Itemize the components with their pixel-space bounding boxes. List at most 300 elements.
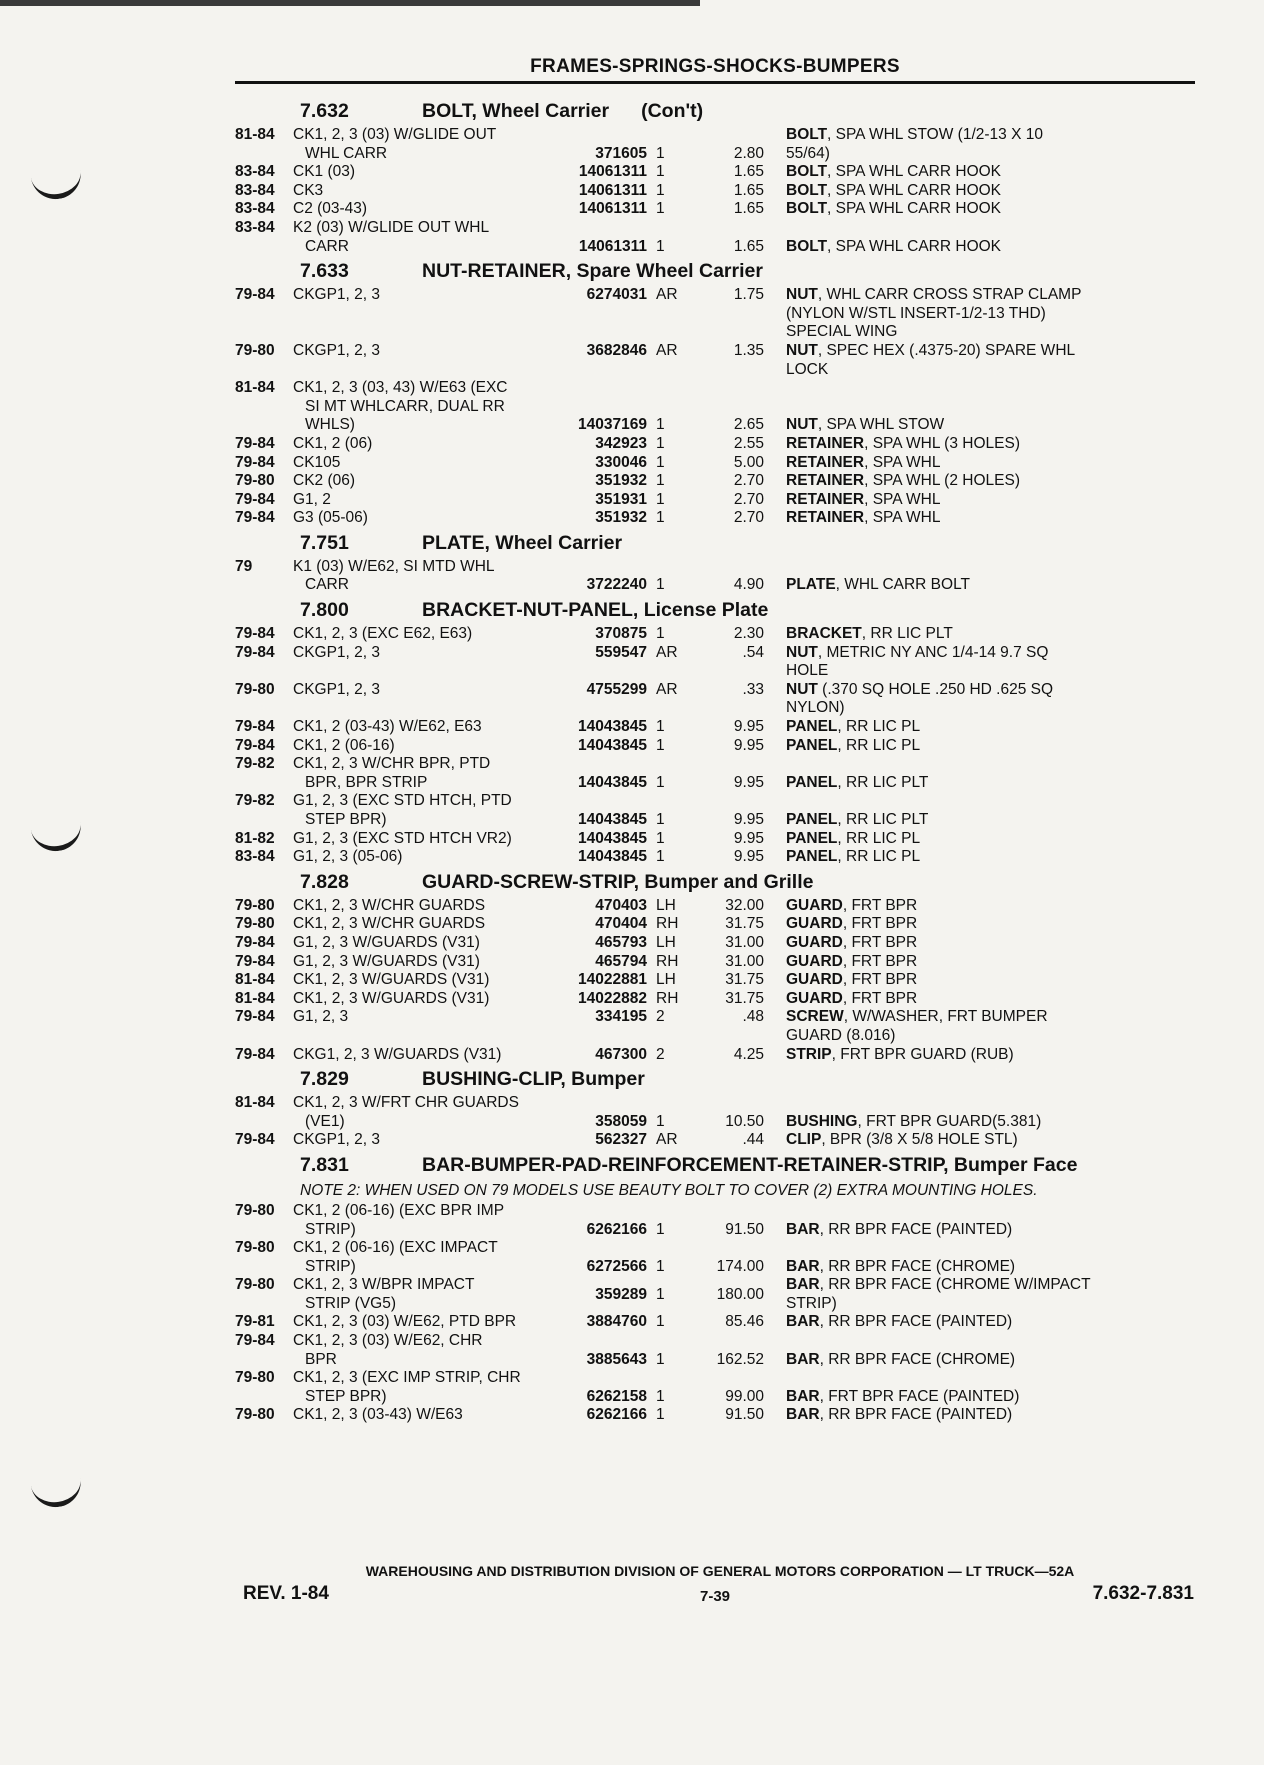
description-line <box>786 1388 1185 1407</box>
application-line: CK2 (06) <box>293 472 356 490</box>
description-line: STRIP) <box>786 1294 837 1312</box>
description-keyword: BAR <box>786 1313 820 1331</box>
part-number: 3884760 <box>586 1313 647 1331</box>
quantity: LH <box>656 971 676 989</box>
model-years: 81-84 <box>235 971 275 989</box>
section-title: BOLT, Wheel Carrier (Con't) <box>422 100 704 122</box>
description-line <box>786 848 1185 867</box>
description-line <box>786 971 1185 990</box>
section-title: PLATE, Wheel Carrier <box>422 531 623 554</box>
application <box>293 718 555 737</box>
price: 2.70 <box>733 490 764 508</box>
description-line <box>786 1258 1185 1277</box>
parts-listing <box>235 96 1195 1425</box>
model-years: 79-84 <box>235 1008 275 1026</box>
part-description <box>764 182 1195 201</box>
part-description <box>764 644 1195 681</box>
quantity: 1 <box>656 736 665 754</box>
quantity: 1 <box>656 472 665 490</box>
application-line: G1, 2, 3 (EXC STD HTCH, PTD <box>293 792 512 810</box>
description-keyword: GUARD <box>786 896 843 914</box>
application <box>293 1332 555 1369</box>
part-description <box>764 126 1195 163</box>
description-line: 55/64) <box>786 144 830 162</box>
part-description <box>764 238 1195 257</box>
section-title: BRACKET-NUT-PANEL, License Plate <box>422 599 769 622</box>
application-line: CK1, 2, 3 W/GUARDS (V31) <box>293 989 490 1007</box>
description-rest: , RR LIC PL <box>837 736 921 754</box>
part-number: 3682846 <box>586 341 647 359</box>
part-number: 559547 <box>595 643 647 661</box>
description-line <box>786 126 1185 145</box>
application-line: STEP BPR) <box>305 811 387 828</box>
part-row <box>235 558 1195 595</box>
part-row <box>235 971 1195 990</box>
part-number: 342923 <box>595 434 647 452</box>
price: 91.50 <box>725 1220 764 1238</box>
description-rest: , FRT BPR <box>842 896 918 914</box>
model-years: 79-84 <box>235 736 275 754</box>
model-years: 79-84 <box>235 1332 275 1350</box>
revision-label: REV. 1-84 <box>243 1583 329 1604</box>
description-line <box>786 491 1185 510</box>
part-number: 14043845 <box>578 829 647 847</box>
description-keyword: PANEL <box>786 811 838 828</box>
quantity: 1 <box>656 773 665 791</box>
application <box>293 200 555 219</box>
description-keyword: BRACKET <box>786 625 862 643</box>
price: 180.00 <box>716 1285 764 1303</box>
description-line <box>786 286 1185 305</box>
part-row <box>235 379 1195 435</box>
description-keyword: PANEL <box>786 773 838 791</box>
part-number: 371605 <box>595 144 647 162</box>
model-years: 81-84 <box>235 379 275 397</box>
description-rest: , RR LIC PLT <box>837 811 929 828</box>
description-rest: , SPA WHL <box>864 453 941 471</box>
quantity: AR <box>656 286 678 304</box>
part-number: 6274031 <box>586 286 647 304</box>
application <box>293 953 555 972</box>
quantity: 2 <box>656 1008 665 1026</box>
description-line <box>786 1351 1185 1370</box>
part-description <box>764 737 1195 756</box>
part-number: 6262166 <box>586 1220 647 1238</box>
quantity: 1 <box>656 509 665 527</box>
description-rest: , RR BPR FACE (CHROME) <box>819 1257 1016 1275</box>
part-row <box>235 219 1195 256</box>
part-row <box>235 491 1195 510</box>
application-line: CARR <box>305 237 349 255</box>
application-line: CK1, 2 (06-16) <box>293 736 395 754</box>
part-description <box>764 1131 1195 1150</box>
quantity: 1 <box>656 829 665 847</box>
part-number: 14037169 <box>578 416 647 434</box>
description-line <box>786 1008 1185 1027</box>
part-description <box>764 1351 1195 1370</box>
quantity: 1 <box>656 416 665 434</box>
description-line <box>786 1221 1185 1240</box>
part-row <box>235 286 1195 342</box>
part-number: 4755299 <box>586 680 647 698</box>
description-line <box>786 934 1185 953</box>
description-rest: , SPA WHL CARR HOOK <box>827 200 1002 218</box>
part-row <box>235 454 1195 473</box>
part-number: 14061311 <box>578 237 647 255</box>
application <box>293 1239 555 1276</box>
description-keyword: RETAINER <box>786 509 865 527</box>
application <box>293 915 555 934</box>
application-line: K1 (03) W/E62, SI MTD WHL <box>293 557 495 575</box>
application <box>293 126 555 163</box>
model-years: 79-84 <box>235 453 275 471</box>
part-row <box>235 182 1195 201</box>
quantity: RH <box>656 989 679 1007</box>
application <box>293 897 555 916</box>
price: 2.55 <box>733 434 764 452</box>
model-years: 79-80 <box>235 1369 275 1387</box>
price: .54 <box>742 643 764 661</box>
part-description <box>764 200 1195 219</box>
description-rest: , RR LIC PLT <box>837 773 929 791</box>
description-keyword: BAR <box>786 1406 820 1424</box>
model-years: 83-84 <box>235 200 275 218</box>
application-line: CK1, 2, 3 (03-43) W/E63 <box>293 1406 463 1424</box>
model-years: 79-84 <box>235 718 275 736</box>
description-line: GUARD (8.016) <box>786 1026 896 1044</box>
part-description <box>764 811 1195 830</box>
application <box>293 1131 555 1150</box>
application <box>293 182 555 201</box>
application <box>293 454 555 473</box>
description-keyword: BOLT <box>786 126 828 143</box>
quantity: RH <box>656 915 679 933</box>
part-row <box>235 897 1195 916</box>
description-line <box>786 990 1185 1009</box>
description-line <box>786 830 1185 849</box>
quantity: 1 <box>656 1406 665 1424</box>
price: 5.00 <box>733 453 764 471</box>
quantity: 1 <box>656 718 665 736</box>
part-number: 351932 <box>595 472 647 490</box>
part-number: 14043845 <box>578 811 647 828</box>
application-line: CK1, 2, 3 W/CHR BPR, PTD <box>293 755 491 773</box>
part-row <box>235 644 1195 681</box>
description-keyword: NUT <box>786 286 818 304</box>
price: 162.52 <box>716 1350 764 1368</box>
part-row <box>235 953 1195 972</box>
scan-edge <box>0 0 700 6</box>
model-years: 79-84 <box>235 1131 275 1149</box>
section-number: 7.632 <box>300 100 349 122</box>
part-description <box>764 163 1195 182</box>
section-number: 7.831 <box>300 1153 349 1176</box>
part-row <box>235 472 1195 491</box>
part-row <box>235 1276 1195 1313</box>
description-keyword: NUT <box>786 643 818 661</box>
model-years: 79-80 <box>235 896 275 914</box>
description-rest: , FRT BPR <box>842 933 918 951</box>
description-keyword: GUARD <box>786 933 843 951</box>
application <box>293 755 555 792</box>
application-line: BPR, BPR STRIP <box>305 773 428 791</box>
application-line: STRIP (VG5) <box>305 1294 397 1312</box>
description-keyword: BAR <box>786 1220 820 1238</box>
application <box>293 1046 555 1065</box>
part-number: 562327 <box>595 1131 647 1149</box>
description-rest: , FRT BPR GUARD (RUB) <box>831 1045 1014 1063</box>
part-row <box>235 718 1195 737</box>
description-rest: , WHL CARR BOLT <box>835 576 971 594</box>
price: 31.75 <box>725 915 764 933</box>
description-rest: , METRIC NY ANC 1/4-14 9.7 SQ <box>817 643 1049 661</box>
application <box>293 1406 555 1425</box>
price: 9.95 <box>733 811 764 828</box>
part-number: 6262166 <box>586 1406 647 1424</box>
part-number: 470404 <box>595 915 647 933</box>
part-number: 358059 <box>595 1112 647 1130</box>
part-description <box>764 286 1195 342</box>
application-line: SI MT WHLCARR, DUAL RR <box>305 397 505 415</box>
part-number: 3722240 <box>586 576 647 594</box>
description-keyword: RETAINER <box>786 434 865 452</box>
description-line <box>786 454 1185 473</box>
description-line <box>786 472 1185 491</box>
quantity: 2 <box>656 1045 665 1063</box>
model-years: 79-84 <box>235 490 275 508</box>
application <box>293 934 555 953</box>
description-rest: , RR BPR FACE (CHROME W/IMPACT <box>819 1276 1091 1294</box>
price: 2.65 <box>733 416 764 434</box>
part-description <box>764 934 1195 953</box>
model-years: 79-80 <box>235 472 275 490</box>
description-line <box>786 163 1185 182</box>
price: 1.35 <box>733 341 764 359</box>
application-line: CK1, 2, 3 (03) W/GLIDE OUT <box>293 126 497 143</box>
description-keyword: BOLT <box>786 163 828 181</box>
part-description <box>764 625 1195 644</box>
application-line: G3 (05-06) <box>293 509 368 527</box>
quantity: LH <box>656 896 676 914</box>
description-line <box>786 1313 1185 1332</box>
section-note: NOTE 2: WHEN USED ON 79 MODELS USE BEAUTY BOLT TO COVER (2) EXTRA MOUNTING HOLES. <box>300 1181 1038 1199</box>
description-line <box>786 435 1185 454</box>
quantity: 1 <box>656 848 665 866</box>
description-keyword: NUT <box>786 341 818 359</box>
part-number: 465794 <box>595 952 647 970</box>
part-description <box>764 576 1195 595</box>
section-heading <box>235 532 1195 555</box>
model-years: 83-84 <box>235 181 275 199</box>
quantity: 1 <box>656 453 665 471</box>
part-description <box>764 1406 1195 1425</box>
application-line: CK1, 2 (03-43) W/E62, E63 <box>293 718 482 736</box>
description-line <box>786 416 1185 435</box>
price: .33 <box>742 680 764 698</box>
part-description <box>764 774 1195 793</box>
model-years: 79-80 <box>235 1201 275 1219</box>
description-rest: , RR LIC PLT <box>861 625 953 643</box>
description-line <box>786 1046 1185 1065</box>
model-years: 83-84 <box>235 848 275 866</box>
part-description <box>764 509 1195 528</box>
part-number: 3885643 <box>586 1350 647 1368</box>
description-rest: , WHL CARR CROSS STRAP CLAMP <box>817 286 1082 304</box>
application <box>293 1094 555 1131</box>
quantity: 1 <box>656 1257 665 1275</box>
price: 9.95 <box>733 848 764 866</box>
application <box>293 1276 555 1313</box>
description-rest: , FRT BPR <box>842 971 918 989</box>
part-number: 14022882 <box>578 989 647 1007</box>
description-keyword: BAR <box>786 1387 820 1405</box>
part-row <box>235 848 1195 867</box>
description-keyword: SCREW <box>786 1008 844 1026</box>
application-line: CK1, 2, 3 W/FRT CHR GUARDS <box>293 1094 519 1112</box>
part-row <box>235 1131 1195 1150</box>
part-row <box>235 755 1195 792</box>
application-line: (VE1) <box>305 1112 345 1130</box>
description-keyword: PANEL <box>786 829 838 847</box>
part-number: 6272566 <box>586 1257 647 1275</box>
part-description <box>764 718 1195 737</box>
quantity: 1 <box>656 811 665 828</box>
quantity: 1 <box>656 163 665 181</box>
description-line <box>786 200 1185 219</box>
quantity: AR <box>656 643 678 661</box>
application <box>293 342 555 361</box>
part-number: 14022881 <box>578 971 647 989</box>
description-line <box>786 625 1185 644</box>
part-description <box>764 416 1195 435</box>
application-line: CK1, 2, 3 W/CHR GUARDS <box>293 896 486 914</box>
part-description <box>764 830 1195 849</box>
part-row <box>235 934 1195 953</box>
description-line <box>786 342 1185 361</box>
part-row <box>235 1369 1195 1406</box>
application <box>293 472 555 491</box>
description-keyword: RETAINER <box>786 453 865 471</box>
quantity: 1 <box>656 181 665 199</box>
application-line: CK1, 2, 3 W/CHR GUARDS <box>293 915 486 933</box>
application <box>293 379 555 435</box>
quantity: 1 <box>656 576 665 594</box>
application-line: STRIP) <box>305 1220 356 1238</box>
description-line <box>786 576 1185 595</box>
section-title: BAR-BUMPER-PAD-REINFORCEMENT-RETAINER-STRIP, Bumper Face <box>422 1153 1078 1176</box>
application-line: G1, 2, 3 (EXC STD HTCH VR2) <box>293 829 512 847</box>
header-rule <box>235 81 1195 84</box>
description-keyword: PANEL <box>786 718 838 736</box>
description-rest: , BPR (3/8 X 5/8 HOLE STL) <box>821 1131 1018 1149</box>
page-header-title: FRAMES-SPRINGS-SHOCKS-BUMPERS <box>530 56 900 77</box>
description-rest: , SPA WHL (3 HOLES) <box>864 434 1020 452</box>
model-years: 79-82 <box>235 755 275 773</box>
application <box>293 1008 555 1027</box>
part-row <box>235 1202 1195 1239</box>
part-row <box>235 435 1195 454</box>
section-continued-label: (Con't) <box>641 100 704 122</box>
description-keyword: BOLT <box>786 181 828 199</box>
part-description <box>764 971 1195 990</box>
application-line: CK1, 2 (06) <box>293 434 373 452</box>
application-line: CK1, 2, 3 W/BPR IMPACT <box>293 1276 475 1294</box>
part-description <box>764 1221 1195 1240</box>
application-line: CK1, 2, 3 (EXC E62, E63) <box>293 625 473 643</box>
description-line <box>786 718 1185 737</box>
description-keyword: BAR <box>786 1257 820 1275</box>
section-number: 7.800 <box>300 599 349 622</box>
price: 4.90 <box>733 576 764 594</box>
model-years: 79-84 <box>235 434 275 452</box>
model-years: 81-84 <box>235 989 275 1007</box>
description-keyword: GUARD <box>786 952 843 970</box>
price: 1.65 <box>733 163 764 181</box>
description-rest: , FRT BPR <box>842 989 918 1007</box>
part-description <box>764 491 1195 510</box>
binder-hole-mark <box>30 1473 84 1511</box>
part-description <box>764 1276 1195 1313</box>
application-line: CK105 <box>293 453 341 471</box>
price: 1.75 <box>733 286 764 304</box>
application <box>293 435 555 454</box>
part-number: 14043845 <box>578 848 647 866</box>
description-line <box>786 737 1185 756</box>
description-rest: , SPA WHL STOW (1/2-13 X 10 <box>827 126 1043 143</box>
model-years: 83-84 <box>235 218 275 236</box>
part-description <box>764 1388 1195 1407</box>
section-heading <box>235 871 1195 894</box>
application <box>293 990 555 1009</box>
part-row <box>235 830 1195 849</box>
model-years: 79-80 <box>235 680 275 698</box>
application-line: CKGP1, 2, 3 <box>293 1131 381 1149</box>
description-line: (NYLON W/STL INSERT-1/2-13 THD) <box>786 304 1046 322</box>
part-row <box>235 1239 1195 1276</box>
price: 2.70 <box>733 509 764 527</box>
application <box>293 1313 555 1332</box>
description-line: SPECIAL WING <box>786 323 898 341</box>
application-line: G1, 2, 3 W/GUARDS (V31) <box>293 952 480 970</box>
part-row <box>235 1313 1195 1332</box>
application <box>293 286 555 305</box>
description-rest: , RR LIC PL <box>837 718 921 736</box>
model-years: 79-84 <box>235 1045 275 1063</box>
application-line: G1, 2, 3 W/GUARDS (V31) <box>293 933 480 951</box>
description-line <box>786 774 1185 793</box>
part-description <box>764 342 1195 379</box>
section-title: GUARD-SCREW-STRIP, Bumper and Grille <box>422 870 814 893</box>
part-description <box>764 953 1195 972</box>
footer-division-line <box>245 1563 1195 1579</box>
description-rest: , SPA WHL CARR HOOK <box>827 163 1002 181</box>
model-years: 79-80 <box>235 915 275 933</box>
model-years: 79-80 <box>235 1239 275 1257</box>
model-years: 79-81 <box>235 1313 275 1331</box>
price: 2.30 <box>733 625 764 643</box>
part-row <box>235 1008 1195 1045</box>
application-line: CARR <box>305 576 349 594</box>
quantity: AR <box>656 680 678 698</box>
price: 99.00 <box>725 1387 764 1405</box>
model-years: 79-84 <box>235 933 275 951</box>
price: 2.80 <box>733 144 764 162</box>
part-description <box>764 1046 1195 1065</box>
model-years: 79-80 <box>235 1276 275 1294</box>
part-description <box>764 897 1195 916</box>
description-line <box>786 1131 1185 1150</box>
description-rest: , RR LIC PL <box>837 829 921 847</box>
